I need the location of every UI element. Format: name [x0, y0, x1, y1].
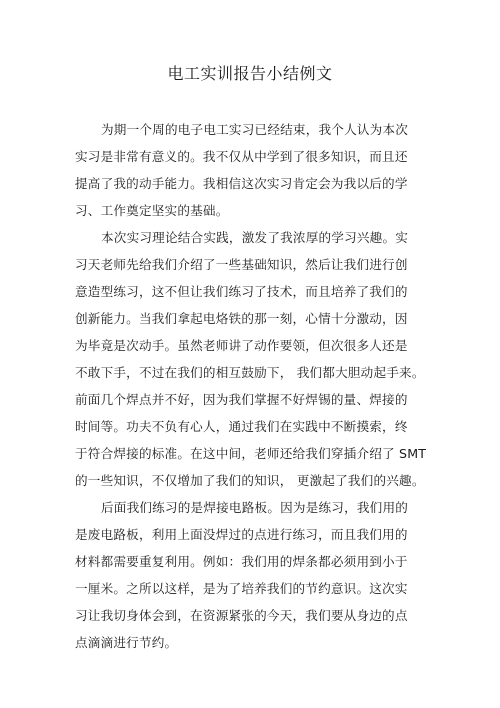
- document-title: 电工实训报告小结例文: [167, 64, 333, 83]
- text-line: 后面我们练习的是焊接电路板。因为是练习，我们用的: [101, 500, 409, 515]
- text-line: 于符合焊接的标准。在这中间，老师还给我们穿插介绍了 SMT: [75, 446, 427, 461]
- text-line: 实习是非常有意义的。我不仅从中学到了很多知识，而且还: [75, 149, 408, 164]
- text-line: 材料都需要重复利用。例如：我们用的焊条都必须用到小于: [75, 554, 408, 569]
- text-line: 本次实习理论结合实践，激发了我浓厚的学习兴趣。实: [101, 230, 409, 245]
- text-line: 习天老师先给我们介绍了一些基础知识，然后让我们进行创: [75, 257, 408, 272]
- text-line: 是废电路板，利用上面没焊过的点进行练习，而且我们用的: [75, 527, 408, 542]
- text-line: 习让我切身体会到，在资源紧张的今天，我们要从身边的点: [75, 608, 408, 623]
- text-line: 不敢下手，不过在我们的相互鼓励下， 我们都大胆动起手来。: [75, 365, 425, 380]
- text-line: 点滴滴进行节约。: [75, 635, 178, 650]
- text-line: 为期一个周的电子电工实习已经结束，我个人认为本次: [101, 122, 409, 137]
- text-line: 创新能力。当我们拿起电烙铁的那一刻，心情十分激动，因: [75, 311, 408, 326]
- text-line: 时间等。功夫不负有心人，通过我们在实践中不断摸索，终: [75, 419, 408, 434]
- text-line: 为毕竟是次动手。虽然老师讲了动作要领，但次很多人还是: [75, 338, 408, 353]
- text-line: 意造型练习，这不但让我们练习了技术，而且培养了我们的: [75, 284, 408, 299]
- text-line: 习、工作奠定坚实的基础。: [75, 203, 229, 218]
- text-line: 的一些知识，不仅增加了我们的知识， 更激起了我们的兴趣。: [75, 473, 425, 488]
- text-line: 前面几个焊点并不好，因为我们掌握不好焊锡的量、焊接的: [75, 392, 408, 407]
- text-line: 一厘米。之所以这样，是为了培养我们的节约意识。这次实: [75, 581, 408, 596]
- text-line: 提高了我的动手能力。我相信这次实习肯定会为我以后的学: [75, 176, 408, 191]
